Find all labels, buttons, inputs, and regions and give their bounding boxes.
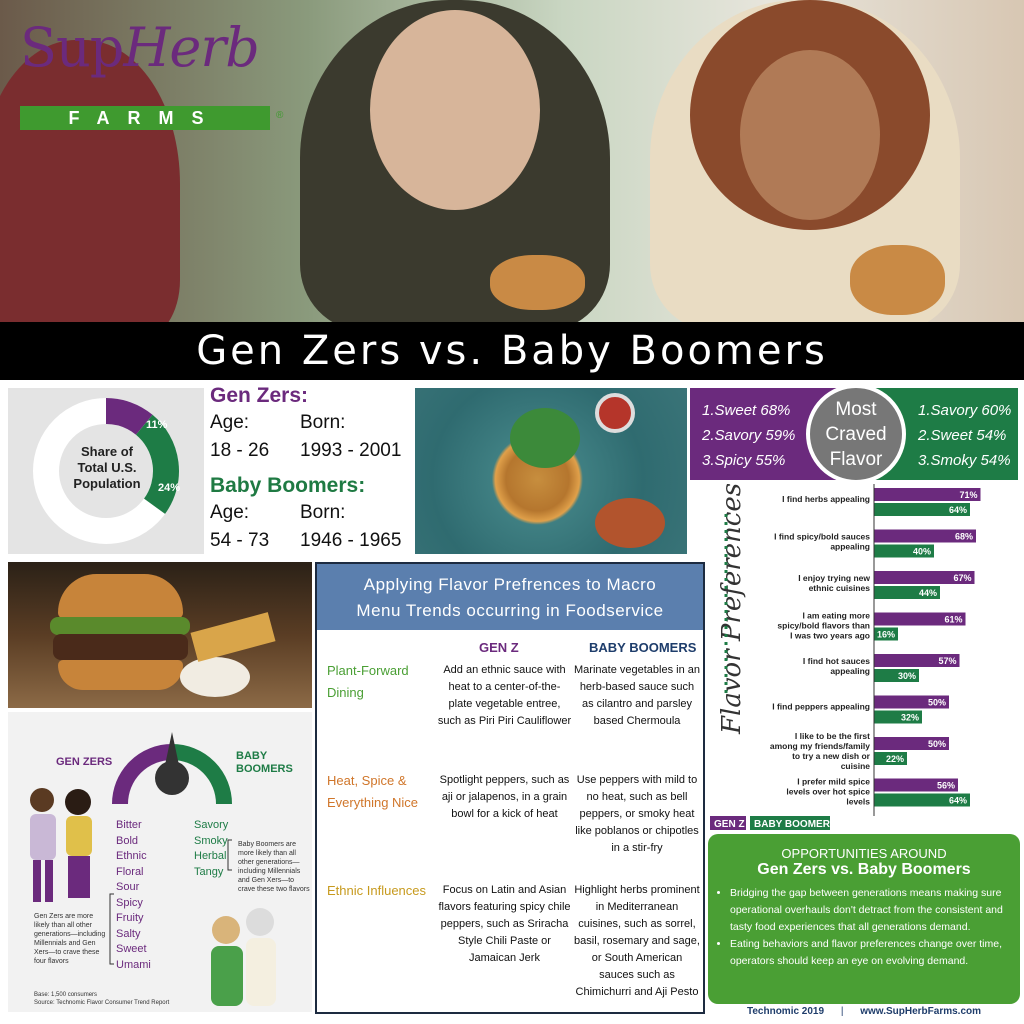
chart-value-label-boomers: 40% bbox=[912, 546, 931, 557]
chart-value-label-boomers: 64% bbox=[948, 795, 967, 806]
opp-title-1: OPPORTUNITIES AROUND bbox=[781, 846, 947, 861]
menu-trends-table bbox=[315, 562, 705, 1014]
burger-photo-a bbox=[490, 255, 585, 310]
boomer-person-b-body bbox=[246, 938, 276, 1006]
logo-farms: FARMS bbox=[68, 108, 222, 128]
footer-link[interactable]: www.SupHerbFarms.com bbox=[860, 1006, 982, 1017]
burger-lettuce bbox=[50, 617, 190, 635]
genz-person-a-leg bbox=[33, 860, 41, 902]
table-title-line2: Menu Trends occurring in Foodservice bbox=[356, 601, 664, 620]
boomer-title: Baby Boomers: bbox=[210, 474, 366, 497]
genz-note: Gen Zers are more likely than all other generations—including Millennials and Gen Xers—to crave these four flavors bbox=[34, 913, 106, 965]
logo-herb: Herb bbox=[123, 16, 259, 79]
chart-value-label-genz: 68% bbox=[954, 531, 973, 542]
chart-value-label-boomers: 32% bbox=[900, 712, 919, 723]
legend-label: GEN Z bbox=[714, 819, 745, 830]
boomer-craved-2: 2.Sweet 54% bbox=[918, 427, 1007, 444]
boomer-person-a-body bbox=[211, 946, 243, 1006]
genz-flavor-list bbox=[116, 818, 151, 973]
genz-craved-1: 1.Sweet 68% bbox=[702, 402, 791, 419]
flavor-gauge-panel bbox=[8, 712, 312, 1012]
donut-boomer-label: 24% bbox=[158, 482, 181, 494]
registered-mark: ® bbox=[276, 110, 284, 121]
chart-category-label: I find peppers appealing bbox=[772, 701, 870, 712]
chart-value-label-genz: 61% bbox=[944, 614, 963, 625]
craved-title-3: Flavor bbox=[829, 448, 883, 470]
boomer-craved-1: 1.Savory 60% bbox=[918, 402, 1012, 419]
genz-flavor-salty: Salty bbox=[116, 927, 141, 940]
chart-value-label-boomers: 44% bbox=[918, 588, 937, 598]
boomer-person-a-head bbox=[212, 916, 240, 944]
genz-flavor-umami: Umami bbox=[116, 958, 151, 971]
chart-category-label: I find herbs appealing bbox=[782, 494, 870, 504]
gauge-base: Base: 1,500 consumers bbox=[34, 992, 98, 998]
chart-value-label-genz: 56% bbox=[936, 780, 955, 791]
boomer-craved-3: 3.Smoky 54% bbox=[918, 452, 1011, 469]
burger-bun-top bbox=[58, 574, 183, 619]
boomer-note: Baby Boomers are more likely than all other generations—including Millennials and Gen Xers—to crave these two flavors bbox=[238, 841, 310, 893]
boomer-flavor-tangy: Tangy bbox=[194, 865, 224, 878]
chart-category-label: I am eating more spicy/bold flavors than I was two years ago bbox=[777, 610, 870, 641]
cell-ethnic-genz: Focus on Latin and Asian flavors featuring spicy chile peppers, such as Sriracha Style Chili Paste or Jamaican Jerk bbox=[438, 884, 571, 964]
opp-list bbox=[708, 879, 1020, 970]
row-label-plant: Plant-Forward Dining bbox=[327, 663, 409, 700]
genz-person-a-head bbox=[30, 788, 54, 812]
boomer-bracket bbox=[228, 840, 232, 870]
footer-source: Technomic 2019 bbox=[746, 1006, 825, 1017]
footer-separator: | bbox=[840, 1006, 844, 1017]
opp-title-2: Gen Zers vs. Baby Boomers bbox=[757, 861, 971, 878]
chart-title: Flavor Preferences bbox=[717, 484, 747, 734]
col-genz: GEN Z bbox=[479, 640, 519, 655]
boomer-age: 54 - 73 bbox=[210, 530, 270, 551]
boomer-flavor-herbal: Herbal bbox=[194, 850, 227, 862]
face-right bbox=[740, 50, 880, 220]
genz-bracket bbox=[110, 894, 114, 964]
genz-flavor-fruity: Fruity bbox=[116, 912, 144, 924]
row-label-ethnic: Ethnic Influences bbox=[327, 883, 427, 898]
chart-category-label: I find hot sauces appealing bbox=[802, 656, 870, 676]
chart-value-label-boomers: 16% bbox=[876, 629, 895, 640]
genz-age-label: Age: bbox=[210, 412, 250, 433]
craved-title-2: Craved bbox=[825, 423, 887, 445]
boomer-flavor-list bbox=[194, 818, 228, 880]
generation-info bbox=[210, 384, 415, 554]
cell-plant-boomers: Marinate vegetables in an herb-based sauce such as cilantro and parsley based Chermoula bbox=[574, 664, 700, 727]
logo-sup: Sup bbox=[20, 16, 124, 79]
most-craved-badge bbox=[806, 384, 906, 484]
genz-age: 18 - 26 bbox=[210, 440, 270, 461]
gauge-genz-label: GEN ZERS bbox=[56, 756, 113, 768]
chart-category-label: I like to be the first among my friends/family to try a new dish or cuisine bbox=[769, 731, 870, 771]
genz-title: Gen Zers: bbox=[210, 384, 309, 407]
genz-craved-2: 2.Savory 59% bbox=[702, 427, 796, 444]
population-panel bbox=[8, 388, 204, 554]
gauge-boomer-label: BABY BOOMERS bbox=[236, 750, 293, 775]
page-title: Gen Zers vs. Baby Boomers bbox=[0, 322, 1024, 380]
fries bbox=[190, 612, 275, 662]
chart-category-label: I find spicy/bold sauces appealing bbox=[774, 531, 870, 552]
sauce-dish bbox=[595, 393, 635, 433]
genz-person-b-head bbox=[65, 789, 91, 815]
footer bbox=[708, 1006, 1020, 1022]
chart-value-label-boomers: 22% bbox=[885, 754, 904, 764]
genz-craved-3: 3.Spicy 55% bbox=[702, 452, 786, 469]
genz-flavor-sour: Sour bbox=[116, 881, 140, 893]
table-title bbox=[317, 564, 703, 630]
face-center bbox=[370, 10, 540, 210]
burger-photo bbox=[8, 562, 312, 708]
chart-category-label: I enjoy trying new ethnic cuisines bbox=[798, 573, 870, 593]
boomer-flavor-smoky: Smoky bbox=[194, 834, 228, 847]
cell-ethnic-boomers: Highlight herbs prominent in Mediterranean cuisines, such as sorrel, basil, rosemary and sage, or South American sauces such as Chimichurri and Aji Pesto bbox=[574, 884, 700, 998]
dip-cup bbox=[180, 657, 250, 697]
cell-heat-boomers: Use peppers with mild to no heat, such as bell peppers, or smoky heat like poblanos or chipotles in a stir-fry bbox=[575, 774, 699, 854]
genz-flavor-ethnic: Ethnic bbox=[116, 850, 147, 862]
genz-person-a-leg2 bbox=[45, 860, 53, 902]
table-title-line1: Applying Flavor Prefrences to Macro bbox=[363, 575, 657, 594]
boomer-flavor-savory: Savory bbox=[194, 819, 229, 831]
opp-bullet-2: • Eating behaviors and flavor preferences change over time, operators should keep an eye on evolving demand. bbox=[730, 936, 1010, 970]
genz-born: 1993 - 2001 bbox=[300, 440, 402, 461]
small-bowl bbox=[595, 498, 665, 548]
opp-bullet-1: • Bridging the gap between generations means making sure operational overhauls don't detract from the consistent and tasty food experiences that all generations demand. bbox=[730, 885, 1010, 936]
boomer-born: 1946 - 1965 bbox=[300, 530, 402, 551]
genz-flavor-bold: Bold bbox=[116, 834, 139, 847]
boomer-person-b-head bbox=[246, 908, 274, 936]
genz-person-b-legs bbox=[68, 856, 90, 898]
burger-patty bbox=[53, 634, 188, 660]
genz-flavor-spicy: Spicy bbox=[116, 896, 143, 909]
legend-label: BABY BOOMERS bbox=[754, 819, 837, 830]
col-boomers: BABY BOOMERS bbox=[589, 640, 697, 655]
row-label-heat: Heat, Spice & Everything Nice bbox=[327, 773, 419, 810]
cell-plant-genz: Add an ethnic sauce with heat to a center-of-the-plate vegetable entree, such as Piri Piri Cauliflower bbox=[437, 664, 572, 727]
chart-value-label-genz: 71% bbox=[959, 490, 978, 500]
boomer-age-label: Age: bbox=[210, 502, 250, 523]
brand-logo bbox=[20, 18, 290, 133]
opportunities-box bbox=[708, 834, 1020, 1004]
donut-genz-label: 11% bbox=[146, 419, 168, 431]
genz-person-a-body bbox=[30, 814, 56, 860]
genz-flavor-sweet: Sweet bbox=[116, 943, 147, 955]
donut-center-label: Share of Total U.S. Population bbox=[73, 444, 141, 491]
chart-value-label-genz: 67% bbox=[953, 573, 972, 583]
genz-flavor-floral: Floral bbox=[116, 865, 144, 878]
chart-value-label-boomers: 64% bbox=[948, 505, 967, 515]
chart-value-label-genz: 57% bbox=[938, 656, 957, 666]
craved-title-1: Most bbox=[835, 398, 877, 420]
cell-heat-genz: Spotlight peppers, such as aji or jalapenos, in a grain bowl for a kick of heat bbox=[439, 774, 570, 820]
donut-genz-arc bbox=[106, 411, 144, 425]
chart-value-label-genz: 50% bbox=[927, 739, 946, 749]
noodle-bowl-photo bbox=[415, 388, 687, 554]
boomer-born-label: Born: bbox=[300, 502, 346, 523]
burger-photo-b bbox=[850, 245, 945, 315]
gauge-source: Source: Technomic Flavor Consumer Trend Report bbox=[34, 1000, 170, 1006]
chart-value-label-boomers: 30% bbox=[897, 671, 916, 681]
greens bbox=[510, 408, 580, 468]
chart-value-label-genz: 50% bbox=[927, 697, 946, 708]
chart-svg bbox=[706, 484, 1022, 830]
burger-bun-bottom bbox=[58, 660, 183, 690]
genz-flavor-bitter: Bitter bbox=[116, 819, 142, 831]
genz-born-label: Born: bbox=[300, 412, 346, 433]
chart-category-label: I prefer mild spice levels over hot spice levels bbox=[786, 776, 870, 807]
flavor-preferences-chart bbox=[706, 484, 1022, 830]
genz-person-b-body bbox=[66, 816, 92, 856]
